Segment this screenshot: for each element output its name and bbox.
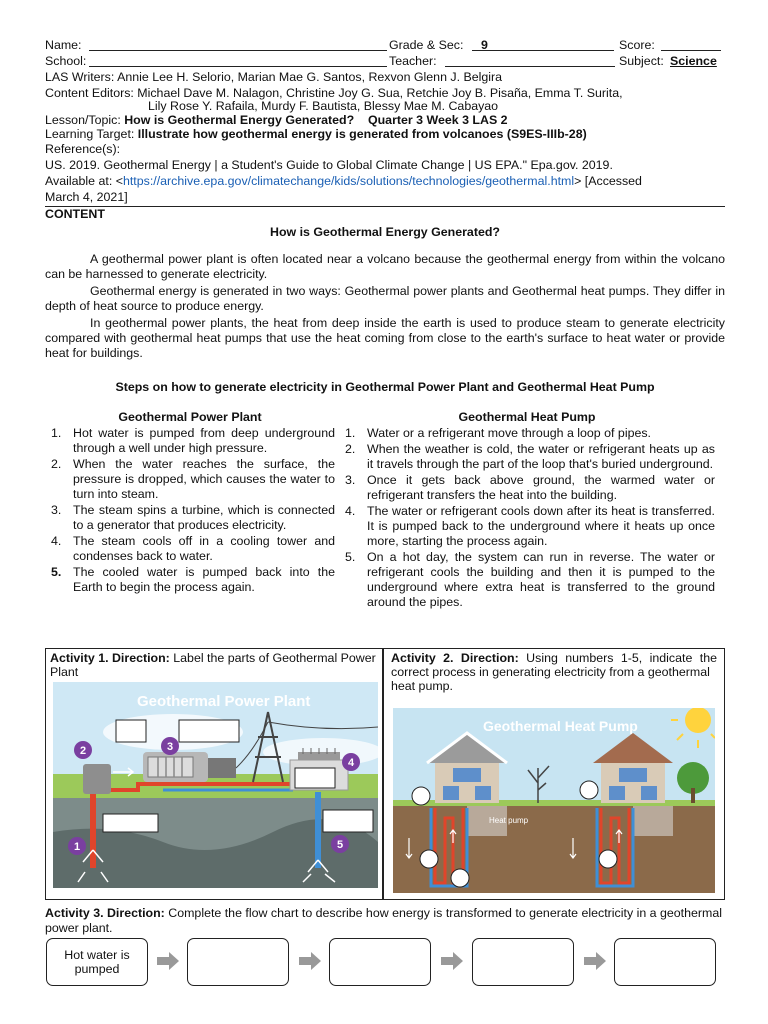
grade-label: Grade & Sec: [389,38,464,52]
flow-box-5[interactable] [614,938,716,986]
marker-4-text: 4 [347,757,355,769]
writers-line: LAS Writers: Annie Lee H. Selorio, Marian Mae G. Santos, Rexvon Glenn J. Belgira [45,70,503,84]
geothermal-power-plant-diagram [53,682,378,888]
heat-pump-list [339,426,715,610]
flow-arrow-icon [584,952,606,970]
activity-2-label: Activity 2. Direction: [391,651,519,665]
heat-pump-step [339,504,715,549]
name-label: Name: [45,38,82,52]
step-number: 1. [345,426,356,440]
power-plant-step [45,565,335,595]
flow-arrow-icon [157,952,179,970]
target-value: Illustrate how geothermal energy is generated from volcanoes (S9ES-IIIb-28) [137,127,587,141]
paragraph-2: Geothermal energy is generated in two ways: Geothermal power plants and Geothermal heat pumps. They differ in depth of heat source to produce energy. [45,284,725,313]
heat-pump-step [339,442,715,472]
school-label: School: [45,54,87,68]
step-number: 1. [51,426,62,440]
step-text: The steam cools off in a cooling tower and condenses back to water. [73,534,335,563]
answer-circle-1[interactable] [412,787,430,805]
step-text: The cooled water is pumped back into the Earth to begin the process again. [73,565,335,594]
flow-arrow-icon [441,952,463,970]
power-plant-step [45,457,335,502]
power-plant-step [45,534,335,564]
marker-1-text: 1 [73,841,81,853]
activity-3-text: Complete the flow chart to describe how energy is transformed to generate electricity in a geothermal power plant. [45,906,722,935]
step-text: Water or a refrigerant move through a loop of pipes. [367,426,651,440]
subject-value: Science [670,54,717,68]
heat-pump-step [339,426,715,441]
activity-1-direction [50,651,378,679]
label-box-d[interactable] [103,814,158,832]
school-field[interactable] [89,66,387,67]
steps-title: Steps on how to generate electricity in Geothermal Power Plant and Geothermal Heat Pump [115,380,655,394]
reference-available-line [45,174,725,189]
header-row-school [45,54,725,69]
power-plant-step [45,503,335,533]
flow-box-3[interactable] [329,938,431,986]
step-number: 4. [345,504,356,518]
step-number: 4. [51,534,62,548]
content-label: CONTENT [45,207,105,221]
marker-5-text: 5 [336,839,344,851]
label-box-e[interactable] [323,810,373,832]
flow-box-1-text: Hot water is pumped [64,948,130,976]
diagram-title: Geothermal Heat Pump [483,718,638,734]
step-number: 3. [345,473,356,487]
power-plant-list [45,426,335,595]
step-text: On a hot day, the system can run in reverse. The water or refrigerant cools the building and then it is pumped to the underground where extra heat is transferred to the ground around the pipes. [367,550,715,609]
answer-circle-4[interactable] [451,869,469,887]
teacher-label: Teacher: [389,54,437,68]
heat-pump-label: Heat pump [489,816,529,825]
step-text: The water or refrigerant cools down after its heat is transferred. It is pumped back to the underground where it heats up once more, starting the process again. [367,504,715,548]
references-label: Reference(s): [45,142,121,156]
activity-3-label: Activity 3. Direction: [45,906,165,920]
activity-2-text-2: heat pump. [391,679,453,693]
label-box-b[interactable] [179,720,239,742]
power-plant-steps [45,410,335,596]
label-box-a[interactable] [116,720,146,742]
activity-2-direction [391,651,717,693]
name-field[interactable] [89,50,387,51]
content-title: How is Geothermal Energy Generated? [270,225,500,239]
diagram-title: Geothermal Power Plant [137,693,311,710]
activity-2-text: Using numbers 1-5, indicate the correct process in generating electricity from a geothermal [391,651,717,679]
lesson-label: Lesson/Topic: [45,113,121,127]
flow-box-2[interactable] [187,938,289,986]
header-row-name [45,38,725,53]
heat-pump-heading: Geothermal Heat Pump [458,410,596,424]
heat-pump-step [339,550,715,610]
grade-value: 9 [481,38,488,52]
step-text: When the weather is cold, the water or refrigerant heats up as it travels through the part of the loop that's buried underground. [367,442,715,471]
answer-circle-2[interactable] [580,781,598,799]
flow-box-4[interactable] [472,938,574,986]
activity-3-direction [45,906,725,936]
target-line [45,127,725,142]
accessed-suffix: > [Accessed [574,174,642,188]
generator [208,758,236,778]
grade-field[interactable] [472,50,614,51]
target-label: Learning Target: [45,127,135,141]
step-number: 2. [345,442,356,456]
teacher-field[interactable] [445,66,615,67]
editors-line-2: Lily Rose Y. Rafaila, Murdy F. Bautista, Blessy Mae M. Cabayao [148,99,499,113]
step-text: When the water reaches the surface, the pressure is dropped, which causes the water to turn into steam. [73,457,335,501]
step-text: Hot water is pumped from deep underground through a well under high pressure. [73,426,335,455]
flow-arrow-icon [299,952,321,970]
sun-icon [685,708,711,733]
reference-link[interactable]: https://archive.epa.gov/climatechange/kids/solutions/technologies/geothermal.html [122,174,575,188]
step-text: Once it gets back above ground, the warmed water or refrigerant transfers the heat into the building. [367,473,715,502]
heat-pump-step [339,473,715,503]
answer-circle-3[interactable] [420,850,438,868]
step-number: 5. [51,565,62,579]
accessed-date: March 4, 2021] [45,190,128,204]
score-label: Score: [619,38,655,52]
marker-2-text: 2 [79,745,87,757]
step-number: 2. [51,457,62,471]
flow-box-1 [46,938,148,986]
heat-pump-steps [339,410,715,611]
reference-text: US. 2019. Geothermal Energy | a Student's Guide to Global Climate Change | US EPA." Epa.gov. 2019. [45,158,613,172]
answer-circle-5[interactable] [599,850,617,868]
activity-1-label: Activity 1. Direction: [50,651,170,665]
paragraph-1: A geothermal power plant is often located near a volcano because the geothermal energy from within the volcano can be harnessed to generate electricity. [45,252,725,281]
power-plant-heading: Geothermal Power Plant [118,410,262,424]
geothermal-heat-pump-diagram [393,708,715,893]
marker-3-text: 3 [166,741,174,753]
step-number: 3. [51,503,62,517]
lesson-value: How is Geothermal Energy Generated? Quarter 3 Week 3 LAS 2 [124,113,508,127]
subject-label: Subject: [619,54,664,68]
step-number: 5. [345,550,356,564]
editors-line-1: Content Editors: Michael Dave M. Nalagon, Christine Joy G. Sua, Retchie Joy B. Pisaña, Emma T. Surita, [45,86,623,100]
score-field[interactable] [661,50,721,51]
lesson-line [45,113,725,128]
separator [83,764,111,794]
label-box-c[interactable] [295,768,335,788]
paragraph-3: In geothermal power plants, the heat from deep inside the earth is used to produce steam to generate electricity compared with geothermal heat pumps that use the heat coming from close to the earth's surface to heat water or provide heat for buildings. [45,316,725,360]
injection-well-pipe [315,792,321,868]
hot-well-pipe [90,792,96,868]
step-text: The steam spins a turbine, which is connected to a generator that produces electricity. [73,503,335,532]
power-plant-step [45,426,335,456]
available-prefix: Available at: < [45,174,123,188]
activity-1-text: Label the parts of Geothermal Power Plant [50,651,376,679]
